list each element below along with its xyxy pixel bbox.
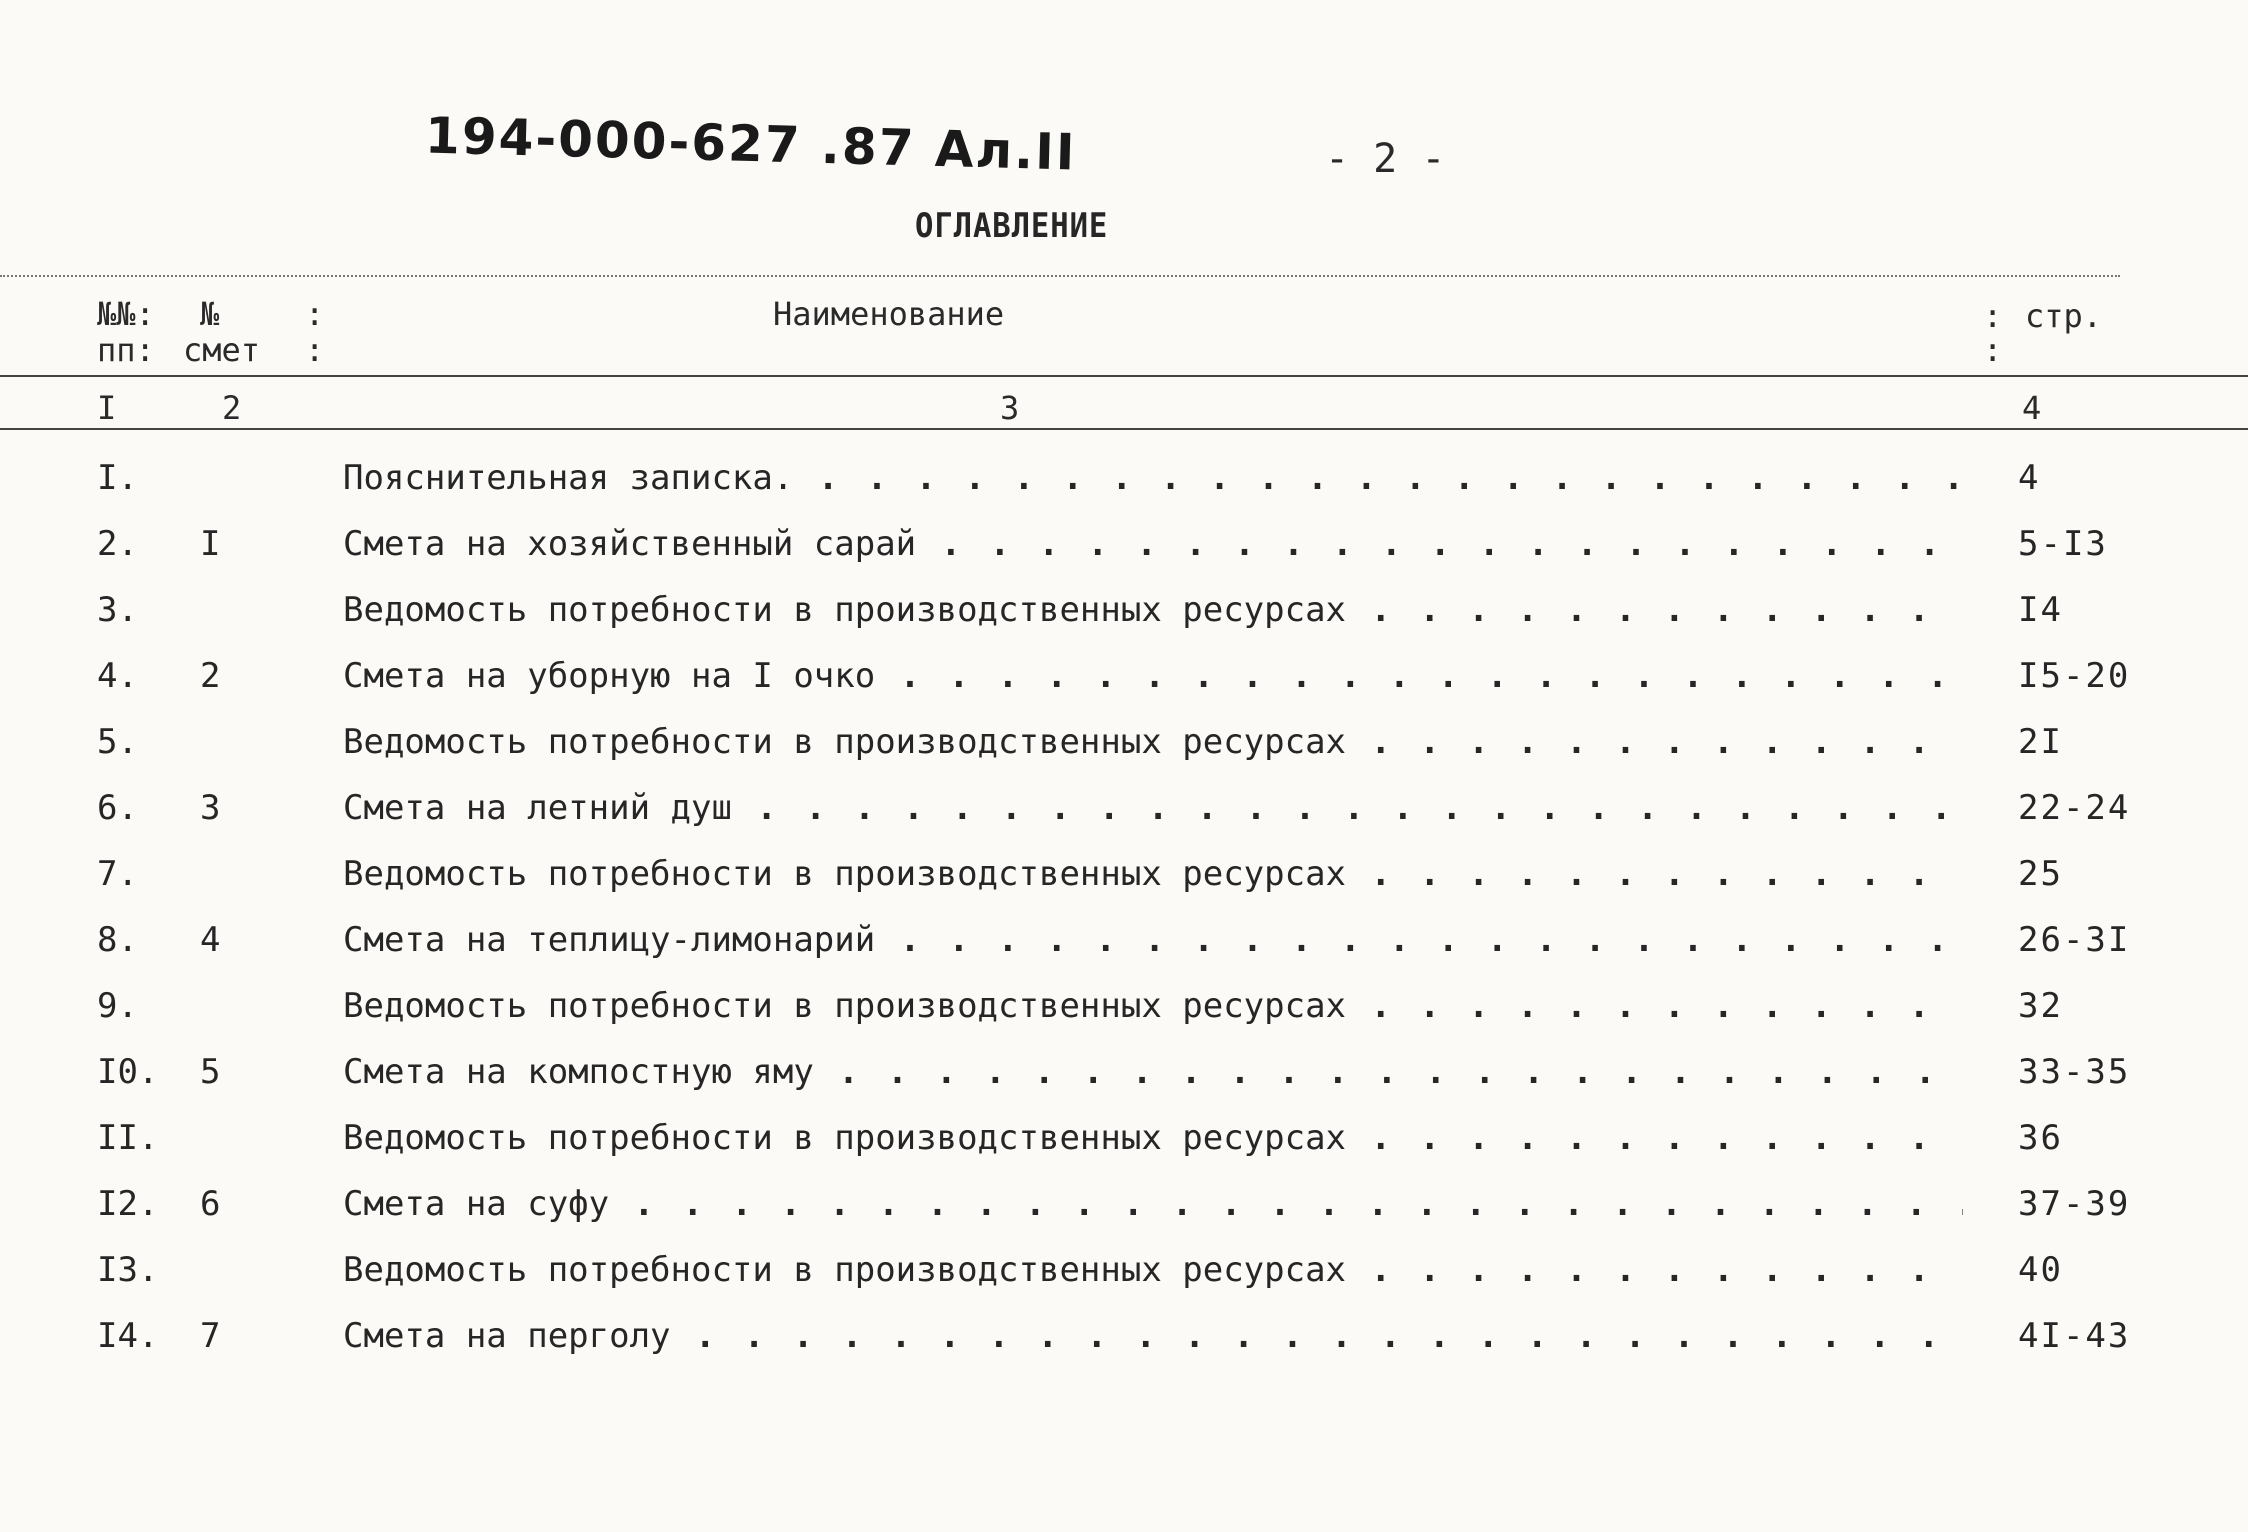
row-pages: 5-I3 [2018,524,2108,564]
col-separator-2: : [305,331,325,369]
row-title: Смета на перголу . . . [343,1316,1963,1356]
toc-row [0,1118,2248,1178]
estimate-number: 4 [200,920,221,960]
page-number: - 2 - [1325,136,1446,182]
toc-row [0,1052,2248,1112]
toc-row [0,524,2248,584]
row-number: I. [97,458,138,498]
toc-row [0,854,2248,914]
row-pages: 37-39 [2018,1184,2131,1224]
row-number: 2. [97,524,138,564]
top-dotted-rule [0,275,2120,277]
row-pages: 36 [2018,1118,2063,1158]
col-number-3: 3 [1000,389,1020,427]
row-pages: 25 [2018,854,2063,894]
row-title: Ведомость потребности в производственных ресурсах . . . [343,854,1963,894]
row-title: Смета на компостную яму . . . [343,1052,1963,1092]
header-rule [0,375,2248,377]
col-estimate-label-2: смет [183,331,261,369]
col-num-label-2: пп: [97,331,155,369]
toc-row [0,656,2248,716]
row-title: Ведомость потребности в производственных ресурсах . . . [343,1118,1963,1158]
col-number-1: I [97,389,117,427]
toc-row [0,788,2248,848]
row-pages: 2I [2018,722,2063,762]
row-number: 7. [97,854,138,894]
toc-row [0,722,2248,782]
column-number-rule [0,428,2248,430]
row-pages: 33-35 [2018,1052,2131,1092]
row-title: Пояснительная записка. . . . [343,458,1963,498]
handwritten-document-code: 194-000-627 .87 Ал.II [424,106,1078,182]
toc-row [0,986,2248,1046]
row-title: Ведомость потребности в производственных ресурсах . . . [343,722,1963,762]
estimate-number: I [200,524,221,564]
row-title: Смета на уборную на I очко . . . [343,656,1963,696]
toc-row [0,1250,2248,1310]
row-number: 6. [97,788,138,828]
row-number: 4. [97,656,138,696]
row-pages: 40 [2018,1250,2063,1290]
row-number: 5. [97,722,138,762]
row-pages: 4 [2018,458,2041,498]
row-pages: I5-20 [2018,656,2131,696]
row-title: Ведомость потребности в производственных ресурсах . . . [343,1250,1963,1290]
row-number: I0. [97,1052,159,1092]
estimate-number: 3 [200,788,221,828]
row-number: I4. [97,1316,159,1356]
col-page-separator-2: : [1983,331,2003,369]
row-number: 8. [97,920,138,960]
estimate-number: 5 [200,1052,221,1092]
row-pages: 22-24 [2018,788,2131,828]
row-title: Смета на хозяйственный сарай . . . [343,524,1963,564]
col-estimate-label-1: № [200,295,220,333]
row-number: II. [97,1118,159,1158]
estimate-number: 7 [200,1316,221,1356]
row-number: I2. [97,1184,159,1224]
col-num-label-1: №№: [97,295,155,333]
row-pages: 4I-43 [2018,1316,2131,1356]
row-title: Ведомость потребности в производственных ресурсах . . . [343,986,1963,1026]
document-title: ОГЛАВЛЕНИЕ [915,206,1109,246]
estimate-number: 6 [200,1184,221,1224]
row-pages: I4 [2018,590,2063,630]
row-title: Смета на суфу . . . [343,1184,1963,1224]
toc-row [0,458,2248,518]
row-title: Смета на летний душ . . . [343,788,1963,828]
col-number-4: 4 [2022,389,2042,427]
row-title: Ведомость потребности в производственных ресурсах . . . [343,590,1963,630]
estimate-number: 2 [200,656,221,696]
toc-row [0,590,2248,650]
col-separator-1: : [305,295,325,333]
row-number: 3. [97,590,138,630]
col-number-2: 2 [222,389,242,427]
toc-row [0,920,2248,980]
row-title: Смета на теплицу-лимонарий . . . [343,920,1963,960]
row-pages: 32 [2018,986,2063,1026]
toc-row [0,1184,2248,1244]
col-page-label: стр. [2025,297,2103,335]
col-page-separator-1: : [1983,297,2003,335]
row-number: I3. [97,1250,159,1290]
col-name-label: Наименование [773,295,1005,333]
row-pages: 26-3I [2018,920,2131,960]
row-number: 9. [97,986,138,1026]
toc-row [0,1316,2248,1376]
